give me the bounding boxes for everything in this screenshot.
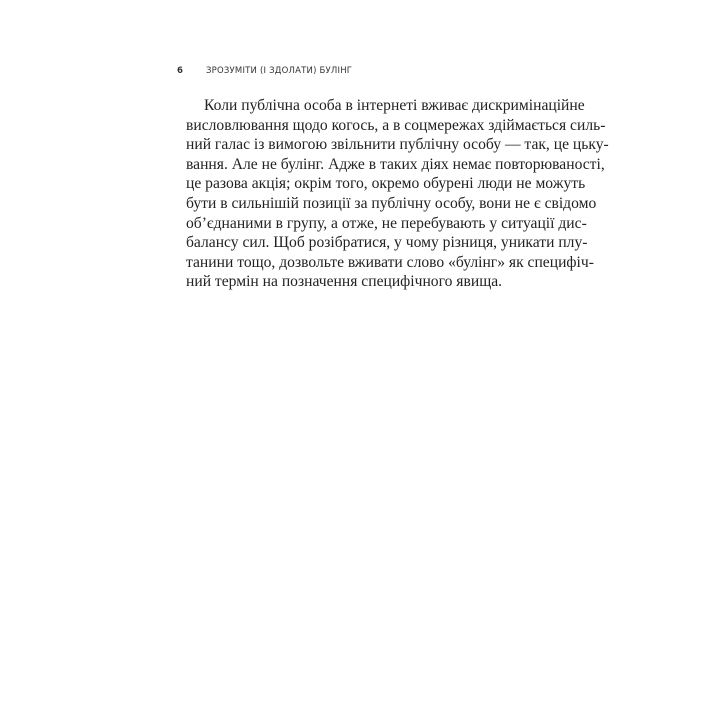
running-header <box>177 66 352 76</box>
paragraph-line: танини тощо, дозвольте вживати слово «булінг» як специфіч- <box>186 253 594 271</box>
paragraph-line: Коли публічна особа в інтернеті вживає дискримінаційне <box>204 97 585 114</box>
paragraph-line: бути в сильнішій позиції за публічну особу, вони не є свідомо <box>186 194 597 212</box>
paragraph-line: ний галас із вимогою звільнити публічну особу — так, це цьку- <box>186 136 609 154</box>
paragraph-line: вання. Але не булінг. Адже в таких діях немає повторюваності, <box>186 155 605 173</box>
paragraph-line: об’єднаними в групу, а отже, не перебувають у ситуації дис- <box>186 214 587 232</box>
paragraph-line: ний термін на позначення специфічного явища. <box>186 273 503 291</box>
running-title: ЗРОЗУМІТИ (І ЗДОЛАТИ) БУЛІНГ <box>206 66 353 76</box>
paragraph-line: це разова акція; окрім того, окремо обурені люди не можуть <box>186 175 586 193</box>
paragraph-line: висловлювання щодо когось, а в соцмережах здіймається силь- <box>186 116 606 134</box>
page-number: 6 <box>177 66 184 76</box>
paragraph-line: балансу сил. Щоб розібратися, у чому різниця, уникати плу- <box>186 234 588 252</box>
body-paragraph <box>186 96 609 292</box>
